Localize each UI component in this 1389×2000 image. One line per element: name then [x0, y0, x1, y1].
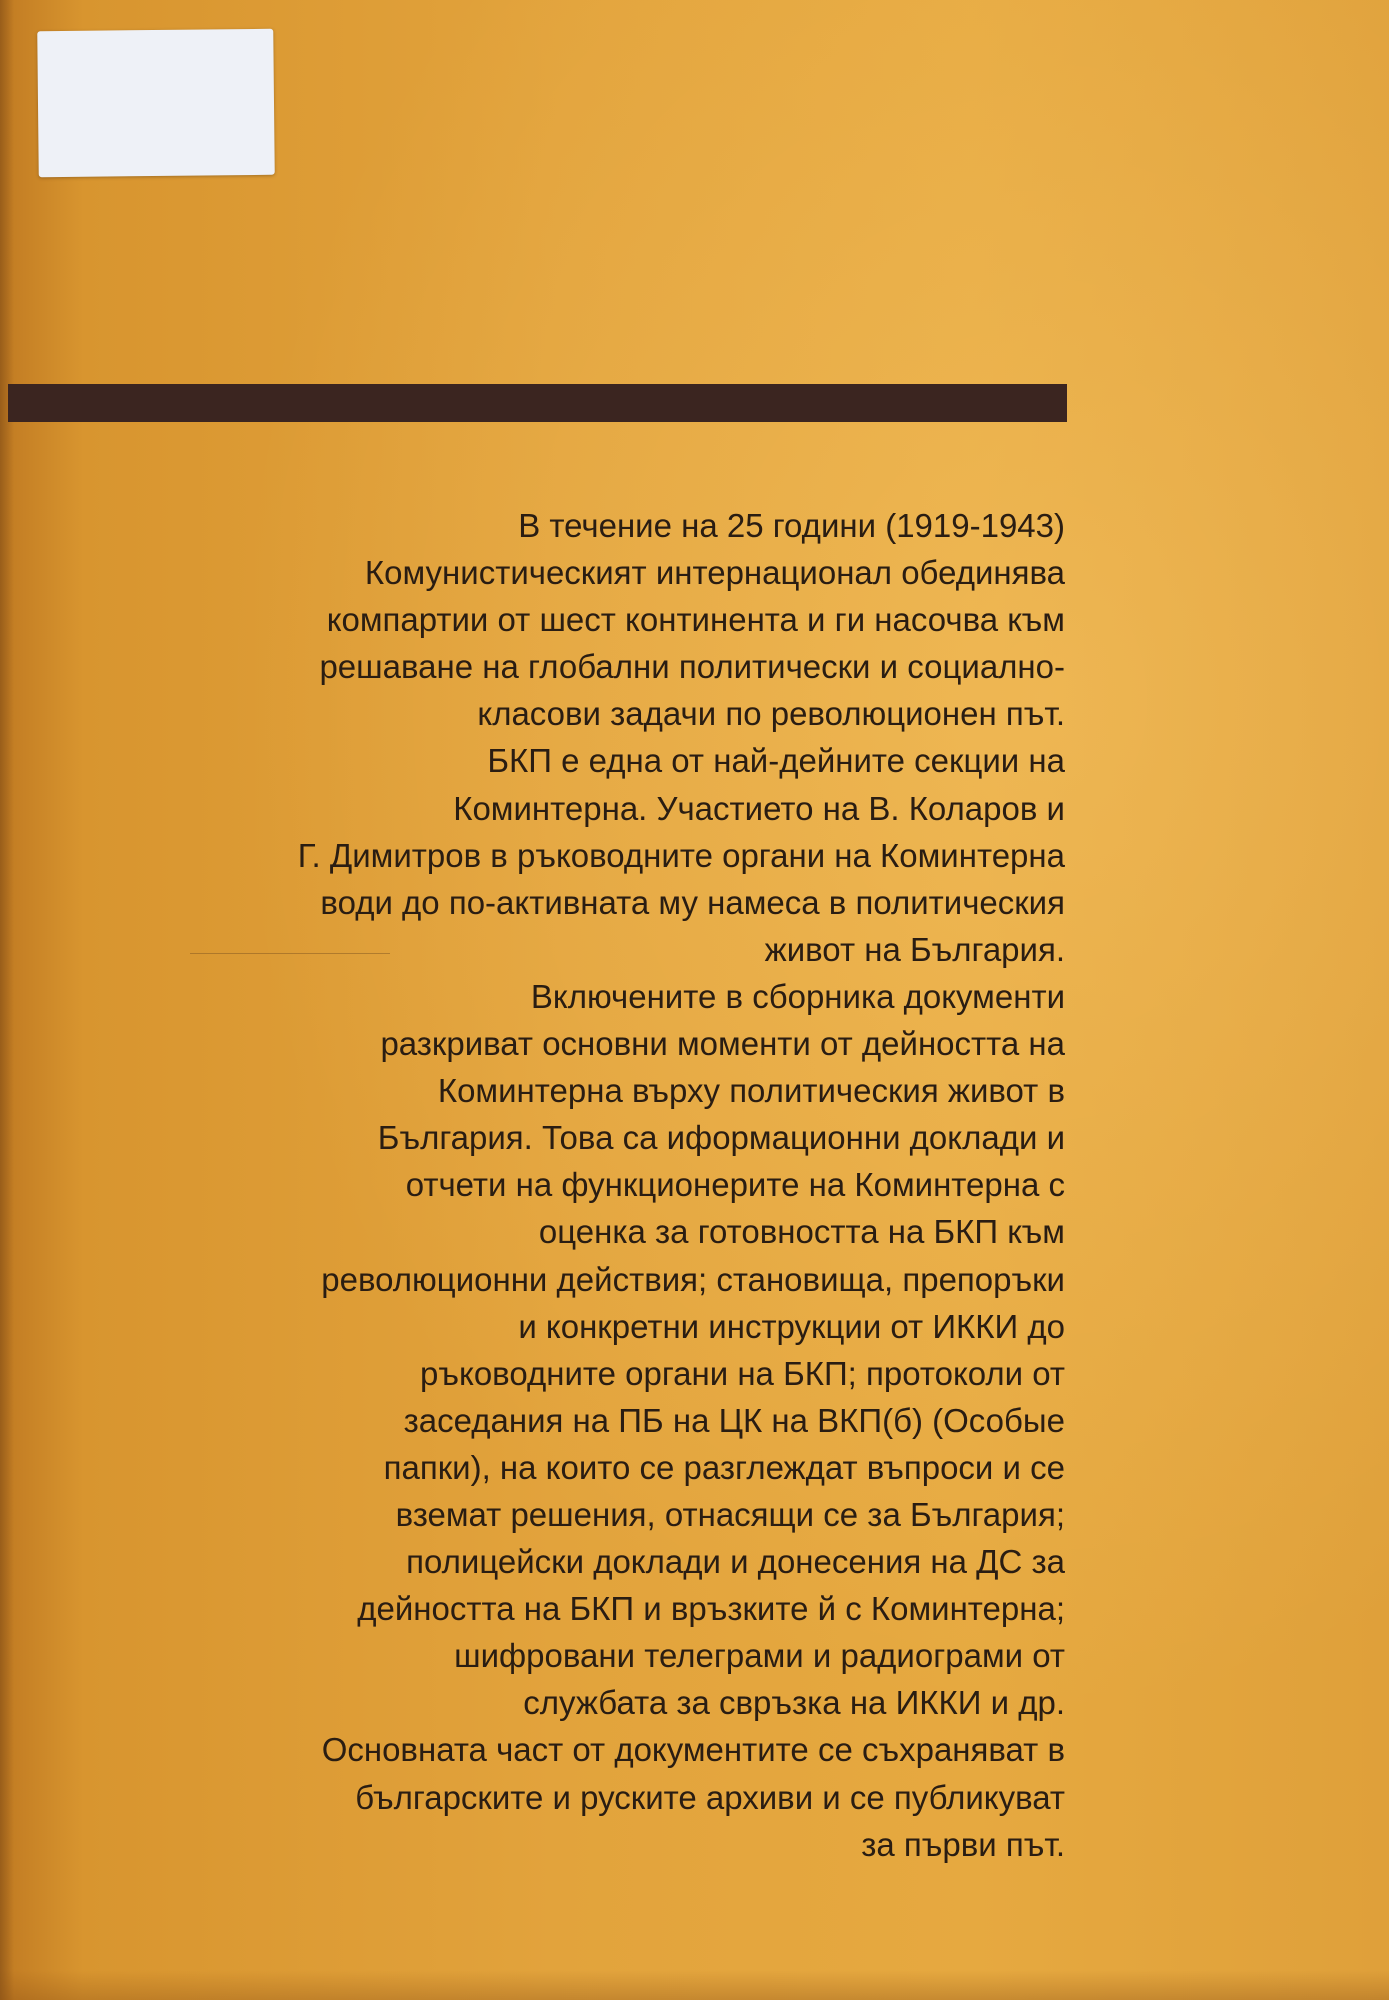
blurb-line: Коминтерна върху политическия живот в	[437, 1072, 1065, 1110]
blurb-line: революционни действия; становища, препоръки	[321, 1260, 1065, 1298]
blurb-line: компартии от шест континента и ги насочва към	[326, 601, 1065, 639]
blurb-line: живот на България.	[764, 930, 1065, 968]
blurb-line: В течение на 25 години (1919-1943)	[518, 507, 1065, 544]
blurb-line: шифровани телеграми и радиограми от	[454, 1637, 1065, 1675]
blurb-line: Г. Димитров в ръководните органи на Коминтерна	[297, 836, 1065, 874]
blurb-line: разкриват основни моменти от дейността на	[380, 1025, 1065, 1063]
dark-horizontal-band	[8, 384, 1067, 422]
blank-sticker-label	[37, 29, 275, 177]
blurb-line: БКП е една от най-дейните секции на	[487, 742, 1065, 780]
blurb-line: службата за свръзка на ИККИ и др.	[523, 1684, 1065, 1722]
blurb-line: Комунистическият интернационал обединява	[364, 554, 1065, 592]
blurb-line: и конкретни инструкции от ИККИ до	[518, 1307, 1065, 1345]
blurb-line: класови задачи по революционен път.	[477, 695, 1065, 733]
blurb-line: полицейски доклади и донесения на ДС за	[406, 1543, 1065, 1581]
blurb-line: ръководните органи на БКП; протоколи от	[420, 1354, 1065, 1392]
blurb-line: заседания на ПБ на ЦК на ВКП(б) (Особые	[403, 1401, 1065, 1439]
blurb-line: оценка за готовността на БКП към	[538, 1213, 1065, 1251]
cover-blurb-text	[135, 502, 1065, 1868]
blurb-line: дейността на БКП и връзките й с Коминтерна;	[357, 1590, 1065, 1628]
bottom-edge-shadow	[0, 1970, 1389, 2000]
blurb-line: Основната част от документите се съхраняват в	[321, 1731, 1065, 1769]
spine-shadow	[0, 0, 14, 2000]
blurb-line: за първи път.	[861, 1825, 1065, 1863]
blurb-line: вземат решения, отнасящи се за България;	[395, 1495, 1065, 1533]
blurb-line: папки), на които се разглеждат въпроси и се	[383, 1448, 1065, 1486]
blurb-line: води до по-активната му намеса в политическия	[320, 883, 1065, 921]
blurb-line: българските и руските архиви и се публикуват	[355, 1778, 1065, 1816]
blurb-line: отчети на функционерите на Коминтерна с	[405, 1166, 1065, 1204]
blurb-line: България. Това са иформационни доклади и	[377, 1119, 1065, 1157]
blurb-line: решаване на глобални политически и социално-	[319, 648, 1065, 686]
blurb-line: Коминтерна. Участието на В. Коларов и	[453, 789, 1065, 827]
blurb-line: Включените в сборника документи	[530, 977, 1065, 1015]
